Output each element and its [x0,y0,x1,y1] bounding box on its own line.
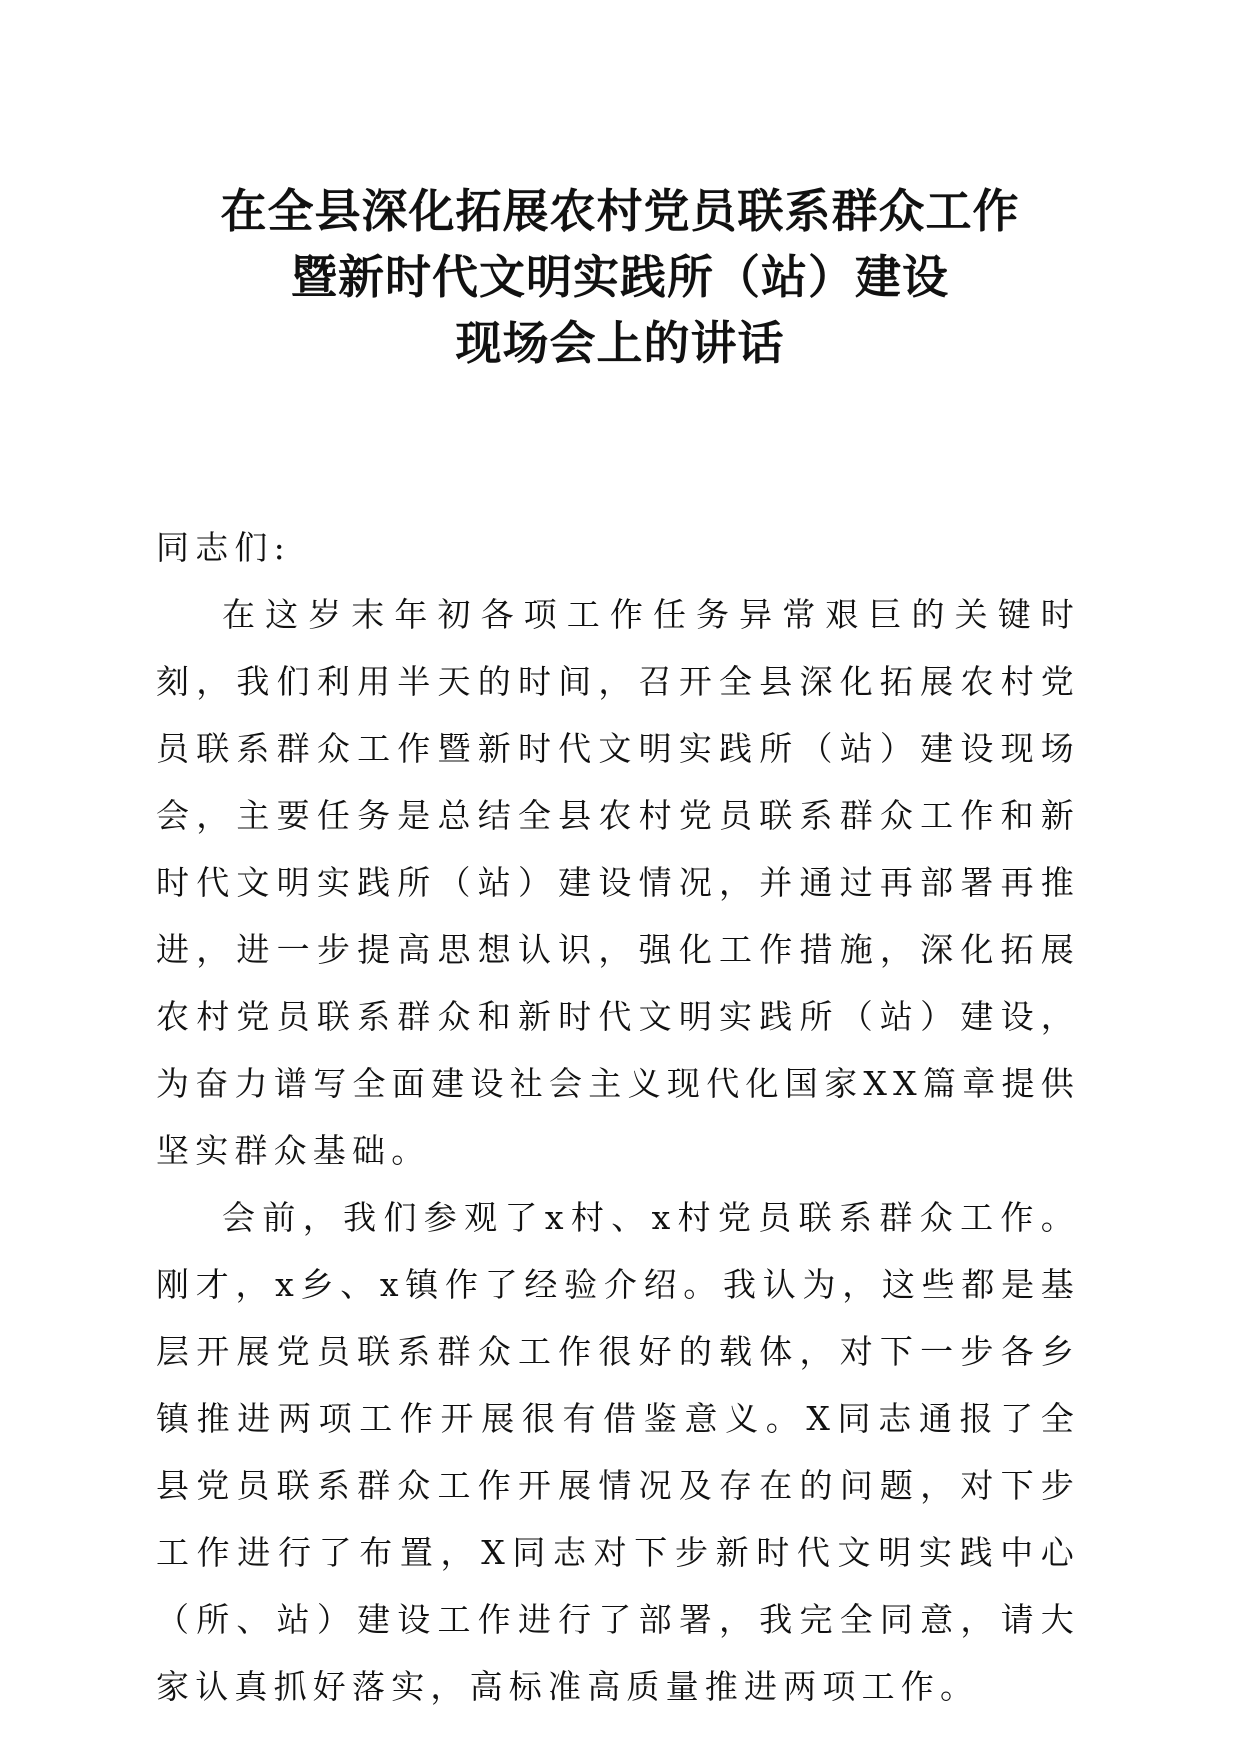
document-title [0,178,1240,376]
paragraph-1: 在这岁末年初各项工作任务异常艰巨的关键时刻，我们利用半天的时间，召开全县深化拓展农村党员联系群众工作暨新时代文明实践所（站）建设现场会，主要任务是总结全县农村党员联系群众工作和新时代文明实践所（站）建设情况，并通过再部署再推进，进一步提高思想认识，强化工作措施，深化拓展农村党员联系群众和新时代文明实践所（站）建设，为奋力谱写全面建设社会主义现代化国家XX篇章提供坚实群众基础。 [156,595,1080,1170]
paragraph-2: 会前，我们参观了x村、x村党员联系群众工作。刚才，x乡、x镇作了经验介绍。我认为，这些都是基层开展党员联系群众工作很好的载体，对下一步各乡镇推进两项工作开展很有借鉴意义。X同志通报了全县党员联系群众工作开展情况及存在的问题，对下步工作进行了布置，X同志对下步新时代文明实践中心（所、站）建设工作进行了部署，我完全同意，请大家认真抓好落实，高标准高质量推进两项工作。 [156,1198,1080,1706]
title-line-1: 在全县深化拓展农村党员联系群众工作 [220,184,1020,238]
title-line-3: 现场会上的讲话 [455,316,785,370]
salutation: 同志们: [156,528,291,567]
title-line-2: 暨新时代文明实践所（站）建设 [291,250,949,304]
document-body [156,514,1080,1720]
